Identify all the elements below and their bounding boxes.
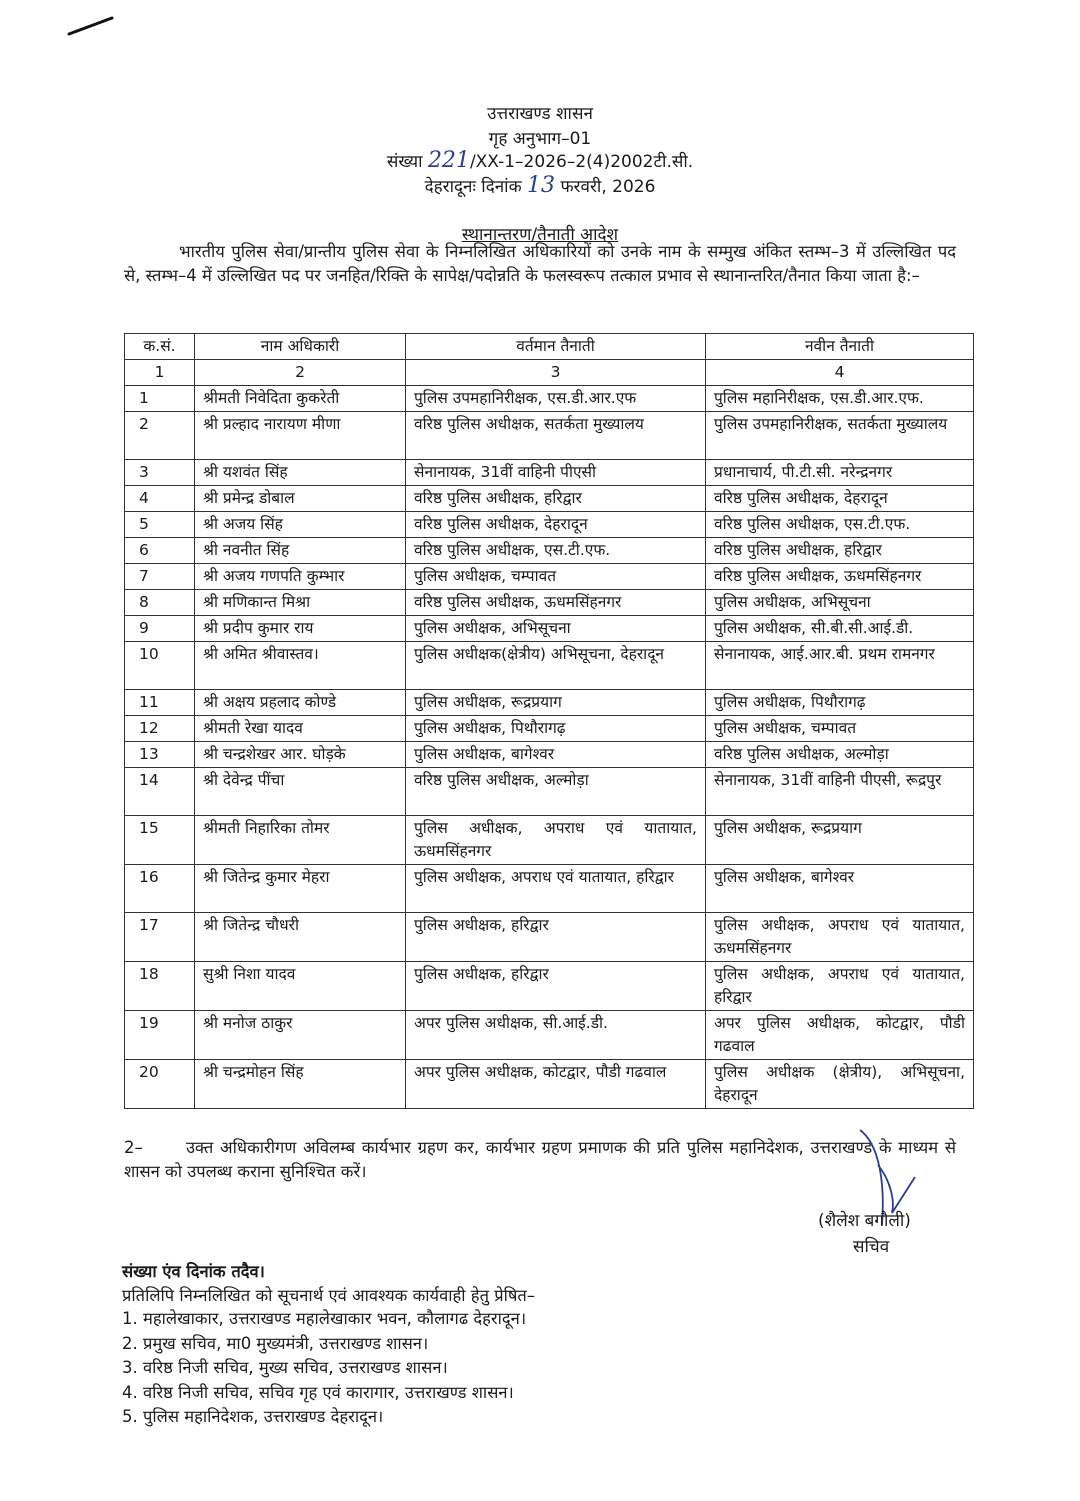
current-posting-cell: अपर पुलिस अधीक्षक, सी.आई.डी. (406, 1011, 706, 1060)
header-name: नाम अधिकारी (195, 334, 406, 360)
serial-cell: 7 (125, 564, 195, 590)
table-row (125, 962, 974, 1011)
serial-cell: 14 (125, 768, 195, 816)
officer-name-cell: श्री मणिकान्त मिश्रा (195, 590, 406, 616)
new-posting-cell: पुलिस उपमहानिरीक्षक, सतर्कता मुख्यालय (706, 412, 974, 460)
officer-name-cell: श्री जितेन्द्र चौधरी (195, 913, 406, 962)
table-row (125, 716, 974, 742)
current-posting-cell: पुलिस अधीक्षक, अभिसूचना (406, 616, 706, 642)
current-posting-cell: पुलिस अधीक्षक, अपराध एवं यातायात, ऊधमसिंहनगर (406, 816, 706, 865)
new-posting-cell: पुलिस अधीक्षक (क्षेत्रीय), अभिसूचना, देहरादून (706, 1060, 974, 1109)
new-posting-cell: पुलिस अधीक्षक, पिथौरागढ़ (706, 690, 974, 716)
serial-cell: 18 (125, 962, 195, 1011)
current-posting-cell: पुलिस अधीक्षक, अपराध एवं यातायात, हरिद्वार (406, 865, 706, 913)
new-posting-cell: वरिष्ठ पुलिस अधीक्षक, ऊधमसिंहनगर (706, 564, 974, 590)
serial-cell: 3 (125, 460, 195, 486)
officer-name-cell: श्री अजय गणपति कुम्भार (195, 564, 406, 590)
copy-list-item: 2. प्रमुख सचिव, मा0 मुख्यमंत्री, उत्तराखण्ड शासन। (122, 1333, 429, 1353)
handwritten-date: 13 (527, 173, 556, 198)
current-posting-cell: पुलिस अधीक्षक, पिथौरागढ़ (406, 716, 706, 742)
current-posting-cell: वरिष्ठ पुलिस अधीक्षक, एस.टी.एफ. (406, 538, 706, 564)
officer-name-cell: श्री प्रदीप कुमार राय (195, 616, 406, 642)
copy-intro: प्रतिलिपि निम्नलिखित को सूचनार्थ एवं आवश्यक कार्यवाही हेतु प्रेषित– (122, 1286, 536, 1305)
order-number (0, 148, 1080, 173)
serial-cell: 20 (125, 1060, 195, 1109)
table-row (125, 865, 974, 913)
new-posting-cell: पुलिस अधीक्षक, चम्पावत (706, 716, 974, 742)
table-row (125, 460, 974, 486)
column-number-row (125, 360, 974, 386)
officer-name-cell: श्री जितेन्द्र कुमार मेहरा (195, 865, 406, 913)
new-posting-cell: पुलिस अधीक्षक, अपराध एवं यातायात, हरिद्वार (706, 962, 974, 1011)
current-posting-cell: पुलिस अधीक्षक(क्षेत्रीय) अभिसूचना, देहरादून (406, 642, 706, 690)
current-posting-cell: सेनानायक, 31वीं वाहिनी पीएसी (406, 460, 706, 486)
handwritten-number: 221 (427, 148, 470, 173)
table-row (125, 538, 974, 564)
table-row (125, 913, 974, 962)
government-name: उत्तराखण्ड शासन (487, 104, 593, 124)
new-posting-cell: अपर पुलिस अधीक्षक, कोटद्वार, पौडी गढवाल (706, 1011, 974, 1060)
officer-name-cell: श्री देवेन्द्र पींचा (195, 768, 406, 816)
column-number: 1 (125, 360, 195, 386)
copy-list-item: 4. वरिष्ठ निजी सचिव, सचिव गृह एवं कारागार, उत्तराखण्ड शासन। (122, 1382, 514, 1402)
pen-mark (66, 14, 116, 38)
intro-paragraph: भारतीय पुलिस सेवा/प्रान्तीय पुलिस सेवा के निम्नलिखित अधिकारियों को उनके नाम के सम्मुख अंकित स्तम्भ–3 में उल्लिखित पद से, स्तम्भ–4 में उल्लिखित पद पर जनहित/रिक्ति के सापेक्ष/पदोन्नति के फलस्वरूप तत्काल प्रभाव से स्थानान्तरित/तैनात किया जाता है:– (124, 242, 956, 285)
officer-name-cell: श्रीमती निहारिका तोमर (195, 816, 406, 865)
table-row (125, 386, 974, 412)
column-number: 3 (406, 360, 706, 386)
transfer-table (124, 333, 974, 1109)
serial-cell: 12 (125, 716, 195, 742)
serial-cell: 10 (125, 642, 195, 690)
officer-name-cell: श्री अमित श्रीवास्तव। (195, 642, 406, 690)
table-row (125, 690, 974, 716)
serial-cell: 13 (125, 742, 195, 768)
officer-name-cell: श्री नवनीत सिंह (195, 538, 406, 564)
table-row (125, 768, 974, 816)
table-row (125, 616, 974, 642)
new-posting-cell: वरिष्ठ पुलिस अधीक्षक, अल्मोड़ा (706, 742, 974, 768)
paragraph-2-text: उक्त अधिकारीगण अविलम्ब कार्यभार ग्रहण कर, कार्यभार ग्रहण प्रमाणक की प्रति पुलिस महानिदेशक, उत्तराखण्ड के माध्यम से शासन को उपलब्ध कराना सुनिश्चित करें। (124, 1138, 956, 1181)
paragraph-number: 2– (124, 1138, 143, 1157)
current-posting-cell: वरिष्ठ पुलिस अधीक्षक, सतर्कता मुख्यालय (406, 412, 706, 460)
header-current-posting: वर्तमान तैनाती (406, 334, 706, 360)
officer-name-cell: श्रीमती निवेदिता कुकरेती (195, 386, 406, 412)
column-number: 4 (706, 360, 974, 386)
new-posting-cell: पुलिस अधीक्षक, बागेश्वर (706, 865, 974, 913)
officer-name-cell: श्री अक्षय प्रहलाद कोण्डे (195, 690, 406, 716)
copy-reference: संख्या एंव दिनांक तदैव। (122, 1262, 265, 1281)
signatory-name: (शैलेश बगौली) (818, 1211, 911, 1231)
serial-cell: 19 (125, 1011, 195, 1060)
header-new-posting: नवीन तैनाती (706, 334, 974, 360)
date-suffix: फरवरी, 2026 (560, 177, 656, 197)
current-posting-cell: वरिष्ठ पुलिस अधीक्षक, अल्मोड़ा (406, 768, 706, 816)
officer-name-cell: श्रीमती रेखा यादव (195, 716, 406, 742)
table-row (125, 564, 974, 590)
copy-list-item: 3. वरिष्ठ निजी सचिव, मुख्य सचिव, उत्तराखण्ड शासन। (122, 1358, 448, 1377)
officer-name-cell: श्री चन्द्रमोहन सिंह (195, 1060, 406, 1109)
signatory-designation: सचिव (853, 1237, 890, 1257)
officer-name-cell: श्री मनोज ठाकुर (195, 1011, 406, 1060)
current-posting-cell: वरिष्ठ पुलिस अधीक्षक, देहरादून (406, 512, 706, 538)
current-posting-cell: पुलिस अधीक्षक, रूद्रप्रयाग (406, 690, 706, 716)
new-posting-cell: वरिष्ठ पुलिस अधीक्षक, एस.टी.एफ. (706, 512, 974, 538)
table-row (125, 1060, 974, 1109)
current-posting-cell: पुलिस अधीक्षक, हरिद्वार (406, 913, 706, 962)
table-row (125, 1011, 974, 1060)
officer-name-cell: सुश्री निशा यादव (195, 962, 406, 1011)
table-row (125, 816, 974, 865)
table-row (125, 642, 974, 690)
officer-name-cell: श्री प्रमेन्द्र डोबाल (195, 486, 406, 512)
table-row (125, 590, 974, 616)
serial-cell: 6 (125, 538, 195, 564)
new-posting-cell: पुलिस महानिरीक्षक, एस.डी.आर.एफ. (706, 386, 974, 412)
current-posting-cell: पुलिस उपमहानिरीक्षक, एस.डी.आर.एफ (406, 386, 706, 412)
section-name: गृह अनुभाग–01 (488, 129, 592, 149)
date-prefix: देहरादूनः दिनांक (424, 177, 522, 197)
table-header-row (125, 334, 974, 360)
header-serial: क.सं. (125, 334, 195, 360)
current-posting-cell: पुलिस अधीक्षक, हरिद्वार (406, 962, 706, 1011)
current-posting-cell: वरिष्ठ पुलिस अधीक्षक, हरिद्वार (406, 486, 706, 512)
new-posting-cell: सेनानायक, 31वीं वाहिनी पीएसी, रूद्रपुर (706, 768, 974, 816)
copy-list-item: 5. पुलिस महानिदेशक, उत्तराखण्ड देहरादून। (122, 1407, 384, 1426)
table-row (125, 486, 974, 512)
table-row (125, 512, 974, 538)
number-prefix: संख्या (386, 152, 423, 172)
current-posting-cell: वरिष्ठ पुलिस अधीक्षक, ऊधमसिंहनगर (406, 590, 706, 616)
new-posting-cell: सेनानायक, आई.आर.बी. प्रथम रामनगर (706, 642, 974, 690)
current-posting-cell: पुलिस अधीक्षक, बागेश्वर (406, 742, 706, 768)
order-date (0, 173, 1080, 198)
table-row (125, 412, 974, 460)
new-posting-cell: पुलिस अधीक्षक, सी.बी.सी.आई.डी. (706, 616, 974, 642)
current-posting-cell: पुलिस अधीक्षक, चम्पावत (406, 564, 706, 590)
officer-name-cell: श्री यशवंत सिंह (195, 460, 406, 486)
copy-list (122, 1307, 526, 1430)
new-posting-cell: पुलिस अधीक्षक, अभिसूचना (706, 590, 974, 616)
serial-cell: 15 (125, 816, 195, 865)
serial-cell: 16 (125, 865, 195, 913)
number-suffix: /XX-1–2026–2(4)2002टी.सी. (469, 152, 694, 172)
serial-cell: 5 (125, 512, 195, 538)
new-posting-cell: वरिष्ठ पुलिस अधीक्षक, हरिद्वार (706, 538, 974, 564)
table-row (125, 742, 974, 768)
new-posting-cell: वरिष्ठ पुलिस अधीक्षक, देहरादून (706, 486, 974, 512)
serial-cell: 1 (125, 386, 195, 412)
serial-cell: 2 (125, 412, 195, 460)
serial-cell: 17 (125, 913, 195, 962)
new-posting-cell: पुलिस अधीक्षक, रूद्रप्रयाग (706, 816, 974, 865)
serial-cell: 9 (125, 616, 195, 642)
officer-name-cell: श्री प्रल्हाद नारायण मीणा (195, 412, 406, 460)
officer-name-cell: श्री अजय सिंह (195, 512, 406, 538)
serial-cell: 4 (125, 486, 195, 512)
new-posting-cell: पुलिस अधीक्षक, अपराध एवं यातायात, ऊधमसिंहनगर (706, 913, 974, 962)
officer-name-cell: श्री चन्द्रशेखर आर. घोड़के (195, 742, 406, 768)
serial-cell: 11 (125, 690, 195, 716)
copy-list-item: 1. महालेखाकार, उत्तराखण्ड महालेखाकार भवन, कौलागढ देहरादून। (122, 1309, 527, 1328)
column-number: 2 (195, 360, 406, 386)
new-posting-cell: प्रधानाचार्य, पी.टी.सी. नरेन्द्रनगर (706, 460, 974, 486)
serial-cell: 8 (125, 590, 195, 616)
current-posting-cell: अपर पुलिस अधीक्षक, कोटद्वार, पौडी गढवाल (406, 1060, 706, 1109)
order-title-text: स्थानान्तरण/तैनाती आदेश (461, 225, 619, 245)
